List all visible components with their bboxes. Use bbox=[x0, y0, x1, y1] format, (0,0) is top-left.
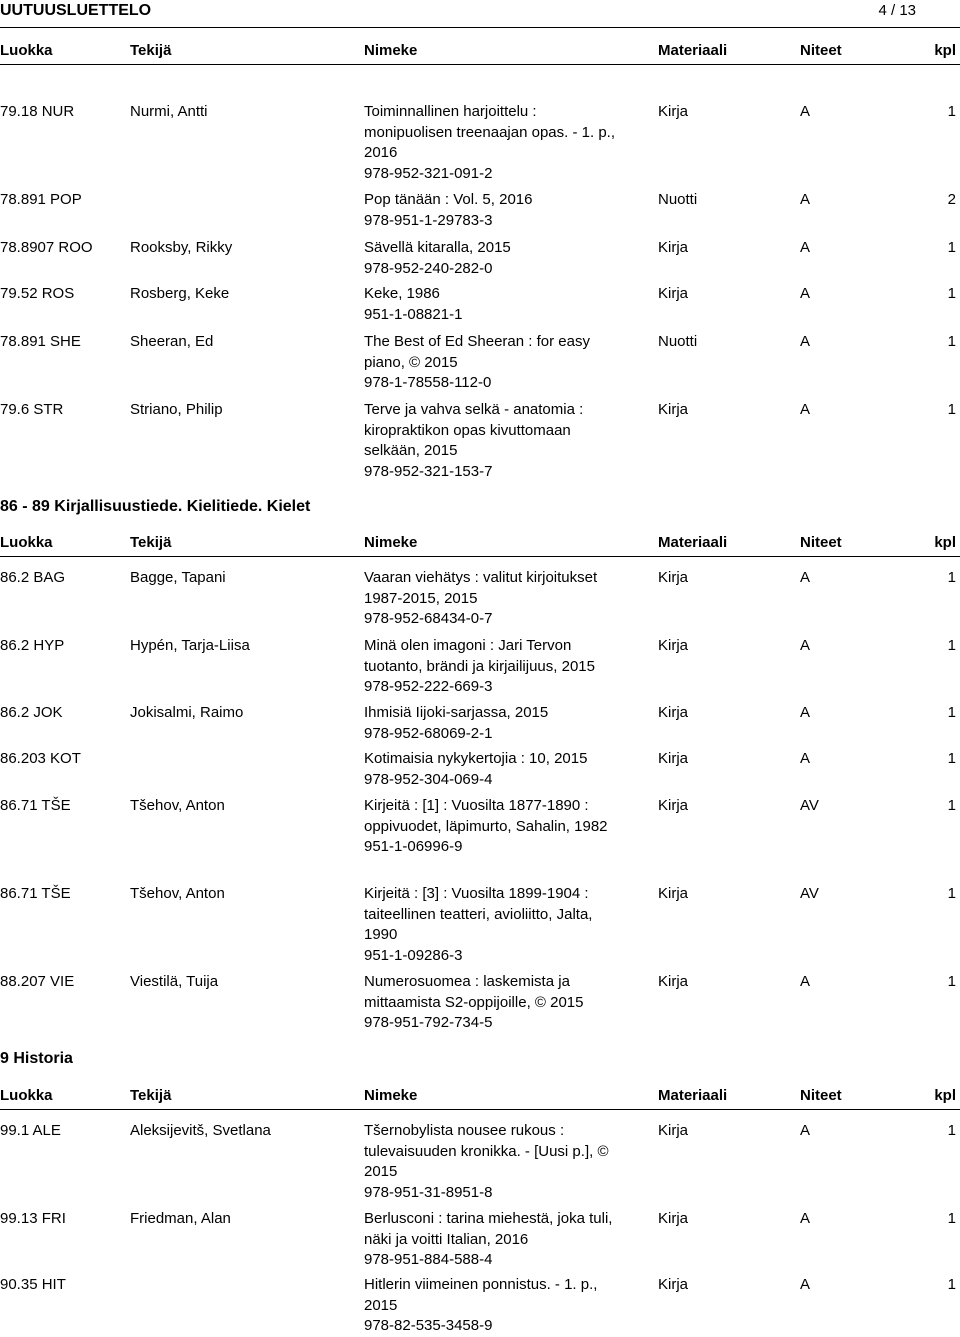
item-isbn: 978-952-321-091-2 bbox=[364, 164, 493, 182]
cell-kpl: 1 bbox=[947, 704, 956, 721]
cell-niteet: A bbox=[800, 1210, 811, 1227]
cell-nimeke bbox=[364, 749, 626, 790]
item-isbn: 978-952-304-069-4 bbox=[364, 770, 493, 788]
cell-luokka: 79.52 ROS bbox=[0, 285, 75, 302]
cell-kpl: 1 bbox=[947, 750, 956, 767]
cell-niteet: A bbox=[800, 191, 811, 208]
cell-tekija: Rosberg, Keke bbox=[130, 285, 230, 302]
cell-kpl: 1 bbox=[947, 973, 956, 990]
cell-kpl: 1 bbox=[947, 103, 956, 120]
cell-luokka: 79.6 STR bbox=[0, 401, 64, 418]
cell-materiaali: Kirja bbox=[658, 569, 689, 586]
column-header-niteet: Niteet bbox=[800, 534, 842, 551]
cell-materiaali: Kirja bbox=[658, 885, 689, 902]
column-header-row bbox=[0, 534, 960, 554]
cell-materiaali: Kirja bbox=[658, 797, 689, 814]
page-number: 4 / 13 bbox=[878, 2, 916, 19]
column-header-materiaali: Materiaali bbox=[658, 42, 728, 59]
cell-luokka: 78.891 SHE bbox=[0, 333, 81, 350]
cell-kpl: 1 bbox=[947, 401, 956, 418]
column-header-kpl: kpl bbox=[934, 42, 956, 59]
cell-luokka: 78.8907 ROO bbox=[0, 239, 93, 256]
item-title: Sävellä kitaralla, 2015 bbox=[364, 239, 511, 256]
cell-niteet: A bbox=[800, 569, 811, 586]
cell-kpl: 1 bbox=[947, 637, 956, 654]
cell-materiaali: Kirja bbox=[658, 239, 689, 256]
cell-tekija: Viestilä, Tuija bbox=[130, 973, 219, 990]
cell-niteet: A bbox=[800, 285, 811, 302]
cell-niteet: AV bbox=[800, 797, 819, 814]
cell-nimeke bbox=[364, 238, 626, 279]
item-isbn: 978-1-78558-112-0 bbox=[364, 374, 492, 391]
cell-materiaali: Kirja bbox=[658, 401, 689, 418]
column-header-materiaali: Materiaali bbox=[658, 1087, 728, 1104]
cell-luokka: 99.1 ALE bbox=[0, 1122, 61, 1139]
cell-nimeke bbox=[364, 884, 626, 966]
cell-kpl: 1 bbox=[947, 1122, 956, 1139]
item-isbn: 978-951-1-29783-3 bbox=[364, 211, 493, 229]
cell-luokka: 78.891 POP bbox=[0, 191, 82, 208]
column-header-nimeke: Nimeke bbox=[364, 1087, 418, 1104]
cell-luokka: 88.207 VIE bbox=[0, 973, 75, 990]
cell-niteet: AV bbox=[800, 885, 819, 902]
cell-tekija: Tšehov, Anton bbox=[130, 797, 225, 814]
cell-niteet: A bbox=[800, 704, 811, 721]
cell-kpl: 1 bbox=[947, 885, 956, 902]
header-rule bbox=[0, 27, 960, 28]
item-isbn: 951-1-09286-3 bbox=[364, 946, 463, 964]
cell-kpl: 2 bbox=[947, 191, 956, 208]
item-isbn: 978-952-321-153-7 bbox=[364, 462, 493, 480]
cell-luokka: 86.2 JOK bbox=[0, 704, 63, 721]
cell-luokka: 90.35 HIT bbox=[0, 1276, 66, 1293]
cell-luokka: 86.71 TŠE bbox=[0, 797, 71, 814]
cell-materiaali: Kirja bbox=[658, 973, 689, 990]
cell-kpl: 1 bbox=[947, 285, 956, 302]
item-isbn: 978-952-68069-2-1 bbox=[364, 724, 493, 742]
column-header-tekija: Tekijä bbox=[130, 1087, 172, 1104]
cell-tekija: Nurmi, Antti bbox=[130, 103, 208, 120]
column-header-kpl: kpl bbox=[934, 1087, 956, 1104]
cell-nimeke bbox=[364, 102, 626, 184]
cell-nimeke bbox=[364, 1121, 626, 1203]
item-title: Vaaran viehätys : valitut kirjoitukset 1987-2015, 2015 bbox=[364, 569, 598, 607]
column-header-niteet: Niteet bbox=[800, 1087, 842, 1104]
cell-niteet: A bbox=[800, 333, 811, 350]
cell-niteet: A bbox=[800, 401, 811, 418]
cell-niteet: A bbox=[800, 973, 811, 990]
cell-tekija: Friedman, Alan bbox=[130, 1210, 231, 1227]
cell-kpl: 1 bbox=[947, 1210, 956, 1227]
cell-materiaali: Kirja bbox=[658, 637, 689, 654]
item-title: Tšernobylista nousee rukous : tulevaisuuden kronikka. - [Uusi p.], © 2015 bbox=[364, 1122, 609, 1180]
column-header-tekija: Tekijä bbox=[130, 534, 172, 551]
item-title: Terve ja vahva selkä - anatomia : kiropraktikon opas kivuttomaan selkään, 2015 bbox=[364, 401, 584, 459]
cell-nimeke bbox=[364, 703, 626, 744]
item-isbn: 978-951-792-734-5 bbox=[364, 1014, 493, 1031]
document-title: UUTUUSLUETTELO bbox=[0, 2, 152, 19]
item-isbn: 978-952-68434-0-7 bbox=[364, 610, 493, 627]
cell-kpl: 1 bbox=[947, 239, 956, 256]
column-header-luokka: Luokka bbox=[0, 1087, 53, 1104]
cell-niteet: A bbox=[800, 750, 811, 767]
cell-materiaali: Kirja bbox=[658, 1276, 689, 1293]
cell-nimeke bbox=[364, 1275, 626, 1337]
column-header-row bbox=[0, 1087, 960, 1107]
cell-niteet: A bbox=[800, 1122, 811, 1139]
cell-nimeke bbox=[364, 332, 626, 394]
section-title: 9 Historia bbox=[0, 1050, 73, 1067]
item-isbn: 951-1-08821-1 bbox=[364, 305, 463, 323]
column-header-row bbox=[0, 42, 960, 62]
cell-tekija: Hypén, Tarja-Liisa bbox=[130, 637, 250, 654]
item-isbn: 978-952-222-669-3 bbox=[364, 678, 493, 695]
cell-kpl: 1 bbox=[947, 1276, 956, 1293]
cell-nimeke bbox=[364, 400, 626, 482]
item-isbn: 978-951-884-588-4 bbox=[364, 1251, 493, 1268]
item-title: Ihmisiä Iijoki-sarjassa, 2015 bbox=[364, 704, 549, 721]
item-title: Keke, 1986 bbox=[364, 285, 440, 302]
cell-materiaali: Kirja bbox=[658, 103, 689, 120]
item-title: Numerosuomea : laskemista ja mittaamista S2-oppijoille, © 2015 bbox=[364, 973, 584, 1011]
section-title: 86 - 89 Kirjallisuustiede. Kielitiede. Kielet bbox=[0, 498, 311, 515]
cell-kpl: 1 bbox=[947, 797, 956, 814]
cell-materiaali: Nuotti bbox=[658, 191, 698, 208]
cell-kpl: 1 bbox=[947, 569, 956, 586]
item-isbn: 978-952-240-282-0 bbox=[364, 259, 493, 277]
item-title: Minä olen imagoni : Jari Tervon tuotanto, brändi ja kirjailijuus, 2015 bbox=[364, 637, 595, 675]
item-title: Hitlerin viimeinen ponnistus. - 1. p., 2015 bbox=[364, 1276, 598, 1314]
column-header-kpl: kpl bbox=[934, 534, 956, 551]
item-title: Berlusconi : tarina miehestä, joka tuli, näki ja voitti Italian, 2016 bbox=[364, 1210, 613, 1248]
cell-nimeke bbox=[364, 1209, 626, 1271]
cell-niteet: A bbox=[800, 103, 811, 120]
cell-tekija: Sheeran, Ed bbox=[130, 333, 214, 350]
column-header-nimeke: Nimeke bbox=[364, 42, 418, 59]
cell-tekija: Rooksby, Rikky bbox=[130, 239, 233, 256]
cell-niteet: A bbox=[800, 637, 811, 654]
item-title: Kirjeitä : [3] : Vuosilta 1899-1904 : taiteellinen teatteri, avioliitto, Jalta, 1990 bbox=[364, 885, 593, 943]
column-header-niteet: Niteet bbox=[800, 42, 842, 59]
item-title: Pop tänään : Vol. 5, 2016 bbox=[364, 191, 533, 208]
column-header-materiaali: Materiaali bbox=[658, 534, 728, 551]
cell-nimeke bbox=[364, 284, 626, 325]
cell-nimeke bbox=[364, 796, 626, 858]
column-header-luokka: Luokka bbox=[0, 534, 53, 551]
item-title: The Best of Ed Sheeran : for easy piano, © 2015 bbox=[364, 333, 590, 371]
cell-materiaali: Kirja bbox=[658, 1210, 689, 1227]
cell-tekija: Bagge, Tapani bbox=[130, 569, 226, 586]
item-isbn: 978-951-31-8951-8 bbox=[364, 1183, 493, 1201]
cell-materiaali: Kirja bbox=[658, 1122, 689, 1139]
cell-luokka: 86.2 BAG bbox=[0, 569, 66, 586]
cell-tekija: Aleksijevitš, Svetlana bbox=[130, 1122, 271, 1139]
cell-nimeke bbox=[364, 636, 626, 698]
cell-nimeke bbox=[364, 568, 626, 630]
item-title: Kotimaisia nykykertojia : 10, 2015 bbox=[364, 750, 588, 767]
item-isbn: 978-82-535-3458-9 bbox=[364, 1317, 493, 1334]
cell-materiaali: Nuotti bbox=[658, 333, 698, 350]
cell-materiaali: Kirja bbox=[658, 704, 689, 721]
cell-tekija: Jokisalmi, Raimo bbox=[130, 704, 244, 721]
column-header-tekija: Tekijä bbox=[130, 42, 172, 59]
page-header bbox=[0, 0, 960, 26]
column-header-rule bbox=[0, 64, 960, 65]
column-header-nimeke: Nimeke bbox=[364, 534, 418, 551]
item-isbn: 951-1-06996-9 bbox=[364, 838, 463, 855]
item-title: Toiminnallinen harjoittelu : monipuolisen treenaajan opas. - 1. p., 2016 bbox=[364, 103, 615, 161]
cell-nimeke bbox=[364, 972, 626, 1034]
column-header-rule bbox=[0, 1109, 960, 1110]
cell-luokka: 86.71 TŠE bbox=[0, 885, 71, 902]
cell-materiaali: Kirja bbox=[658, 285, 689, 302]
cell-kpl: 1 bbox=[947, 333, 956, 350]
item-title: Kirjeitä : [1] : Vuosilta 1877-1890 : oppivuodet, läpimurto, Sahalin, 1982 bbox=[364, 797, 608, 835]
cell-tekija: Striano, Philip bbox=[130, 401, 223, 418]
cell-luokka: 99.13 FRI bbox=[0, 1210, 66, 1227]
column-header-luokka: Luokka bbox=[0, 42, 53, 59]
cell-luokka: 86.203 KOT bbox=[0, 750, 81, 767]
cell-niteet: A bbox=[800, 239, 811, 256]
cell-niteet: A bbox=[800, 1276, 811, 1293]
cell-nimeke bbox=[364, 190, 626, 231]
cell-materiaali: Kirja bbox=[658, 750, 689, 767]
cell-luokka: 79.18 NUR bbox=[0, 103, 75, 120]
cell-luokka: 86.2 HYP bbox=[0, 637, 65, 654]
cell-tekija: Tšehov, Anton bbox=[130, 885, 225, 902]
column-header-rule bbox=[0, 556, 960, 557]
